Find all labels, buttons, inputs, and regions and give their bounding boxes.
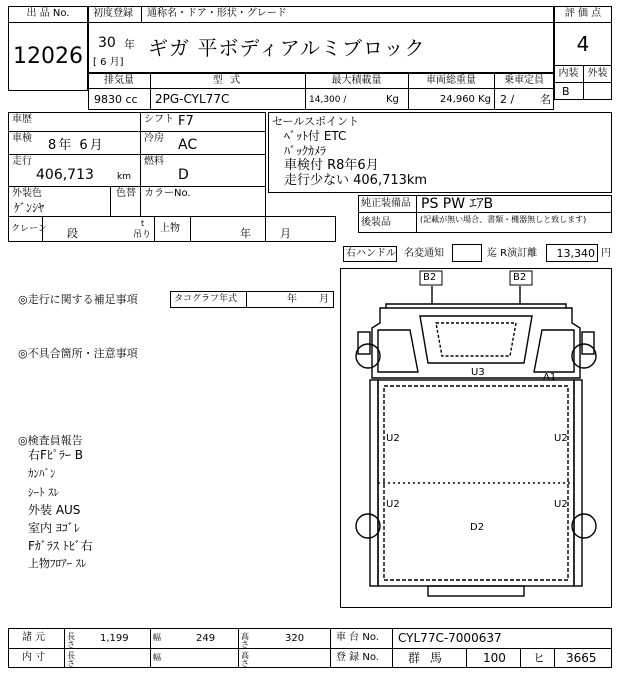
first-registration-label: 初度登録 — [93, 8, 133, 19]
model-code-value: 2PG-CYL77C — [155, 92, 230, 106]
upper-body-month: 月 — [280, 227, 291, 240]
tachograph-year: 年 — [287, 294, 297, 305]
gross-weight-label: 車両総重量 — [426, 75, 476, 86]
crane-label: クレーン — [11, 224, 47, 234]
width-label: 幅 — [153, 633, 161, 642]
inspection-value: 8年 6月 — [48, 138, 105, 153]
aftermarket-label: 後装品 — [361, 217, 391, 228]
sales-point-line: 車検付 R8年6月 — [284, 158, 379, 173]
shift-label: シフト — [144, 114, 174, 125]
lot-number: 12026 — [13, 44, 83, 69]
odo-label: 迄 R演訂離 — [487, 248, 538, 259]
length-label-inner: 長さ — [67, 651, 75, 668]
exterior-color-value: ｹﾞﾝｼﾔ — [14, 201, 45, 215]
vehicle-name: ギガ 平ボディアルミブロック — [148, 36, 426, 60]
max-load-unit: Kg — [386, 94, 399, 105]
exterior-score-label: 外装 — [587, 68, 608, 79]
mileage-unit: km — [117, 172, 131, 182]
interior-score-label: 内装 — [558, 68, 579, 79]
upper-body-label: 上物 — [160, 223, 180, 234]
damage-mark-u2-left-lower: U2 — [386, 499, 400, 510]
truck-diagram — [340, 268, 612, 608]
aftermarket-note: (記載が無い場合、書類・機器無しと致します) — [420, 215, 587, 224]
damage-mark-d2: D2 — [470, 522, 485, 533]
tachograph-month: 月 — [319, 294, 329, 305]
exterior-color-label: 外装色 — [12, 188, 42, 199]
damage-mark-u2-right-upper: U2 — [554, 433, 568, 444]
height-label-inner: 高さ — [241, 651, 249, 668]
color-change-label: 色替 — [116, 188, 136, 199]
damage-mark-b2-right: B2 — [513, 272, 527, 283]
ac-label: 冷房 — [144, 133, 164, 144]
tachograph-label: タコグラフ年式 — [174, 294, 238, 304]
handle-value: 右ハンドル — [346, 248, 396, 259]
damage-mark-u2-left-upper: U2 — [386, 433, 400, 444]
inspector-report-title: ◎検査員報告 — [18, 434, 83, 447]
dims-label: 諸 元 — [22, 632, 46, 643]
max-load-value: 14,300 / — [309, 95, 347, 105]
crane-t: t — [141, 219, 145, 228]
gross-weight-value: 24,960 Kg — [439, 94, 491, 105]
supplement-title: ◎走行に関する補足事項 — [18, 293, 138, 306]
defects-title: ◎不具合箇所・注意事項 — [18, 347, 138, 360]
displacement-value: 9830 cc — [94, 93, 138, 106]
damage-mark-b2-left: B2 — [423, 272, 437, 283]
inspector-line: ｶﾝﾊﾞﾝ — [28, 467, 56, 480]
model-code-label: 型 式 — [212, 75, 243, 86]
fuel-value: D — [178, 167, 189, 183]
name-change-label: 名変通知 — [404, 248, 444, 259]
odo-value: 13,340 — [556, 247, 595, 260]
score-value: 4 — [576, 32, 590, 56]
plate-number: 3665 — [566, 651, 597, 665]
interior-score: B — [562, 85, 570, 98]
crane-dan: 段 — [67, 227, 78, 240]
sales-points-title: セールスポイント — [272, 115, 360, 128]
max-load-label: 最大積載量 — [331, 75, 382, 86]
inspector-line: ｼｰﾄ ｽﾚ — [28, 486, 59, 499]
plate-kana: ヒ — [533, 651, 546, 665]
mileage-value: 406,713 — [36, 167, 94, 183]
plate-class: 100 — [483, 651, 506, 665]
capacity-label: 乗車定員 — [504, 75, 544, 86]
height-label: 高さ — [241, 632, 249, 649]
sales-point-line: ﾍﾞｯﾄ付 ETC — [284, 129, 347, 143]
chassis-label: 車 台 No. — [336, 632, 379, 643]
damage-mark-u2-right-lower: U2 — [554, 499, 568, 510]
inner-dims-label: 内 寸 — [22, 652, 46, 663]
inspector-line: 右Fﾋﾟﾗｰ B — [28, 448, 83, 462]
plate-label: 登 録 No. — [336, 652, 379, 663]
score-label: 評 価 点 — [564, 8, 602, 19]
crane-tsuri: 吊り — [133, 230, 152, 240]
shift-value: F7 — [178, 114, 194, 129]
registration-year-unit: 年 — [124, 38, 135, 51]
inspector-line: 上物ﾌﾛｱｰ ｽﾚ — [28, 557, 87, 570]
mileage-label: 走行 — [12, 156, 32, 167]
ac-value: AC — [178, 137, 198, 153]
lot-label: 出 品 No. — [26, 8, 70, 19]
odo-unit: 円 — [601, 248, 611, 259]
height-value: 320 — [285, 633, 305, 644]
upper-body-year: 年 — [240, 227, 251, 240]
registration-month: [ 6 月] — [93, 57, 124, 68]
capacity-unit: 名 — [540, 93, 551, 106]
fuel-label: 燃料 — [144, 156, 164, 167]
capacity-value: 2 / — [500, 93, 515, 106]
inspection-label: 車検 — [12, 133, 32, 144]
inspector-line: Fｶﾞﾗｽ ﾄﾋﾞ右 — [28, 539, 93, 553]
model-header-label: 通称名・ドア・形状・グレード — [147, 8, 287, 19]
factory-equipment-label: 純正装備品 — [361, 198, 411, 209]
history-label: 車歴 — [12, 114, 32, 125]
width-label-inner: 幅 — [153, 653, 161, 662]
sales-point-line: ﾊﾞｯｸｶﾒﾗ — [284, 144, 327, 158]
chassis-number: CYL77C-7000637 — [398, 631, 502, 645]
name-change-field — [452, 244, 482, 262]
length-label: 長さ — [67, 632, 75, 649]
factory-equipment-value: PS PW ｴｱB — [421, 196, 494, 212]
length-value: 1,199 — [100, 633, 129, 644]
color-number-label: カラーNo. — [144, 188, 191, 199]
inspector-line: 外装 AUS — [28, 503, 81, 517]
width-value: 249 — [196, 633, 216, 644]
sales-point-line: 走行少ない 406,713km — [284, 173, 428, 188]
inspector-line: 室内 ﾖｺﾞﾚ — [28, 521, 80, 535]
damage-mark-u3: U3 — [471, 367, 485, 378]
registration-year: 30 — [98, 35, 116, 51]
displacement-label: 排気量 — [104, 75, 134, 86]
damage-mark-a1: A1 — [543, 372, 557, 383]
plate-region: 群 馬 — [408, 651, 445, 665]
